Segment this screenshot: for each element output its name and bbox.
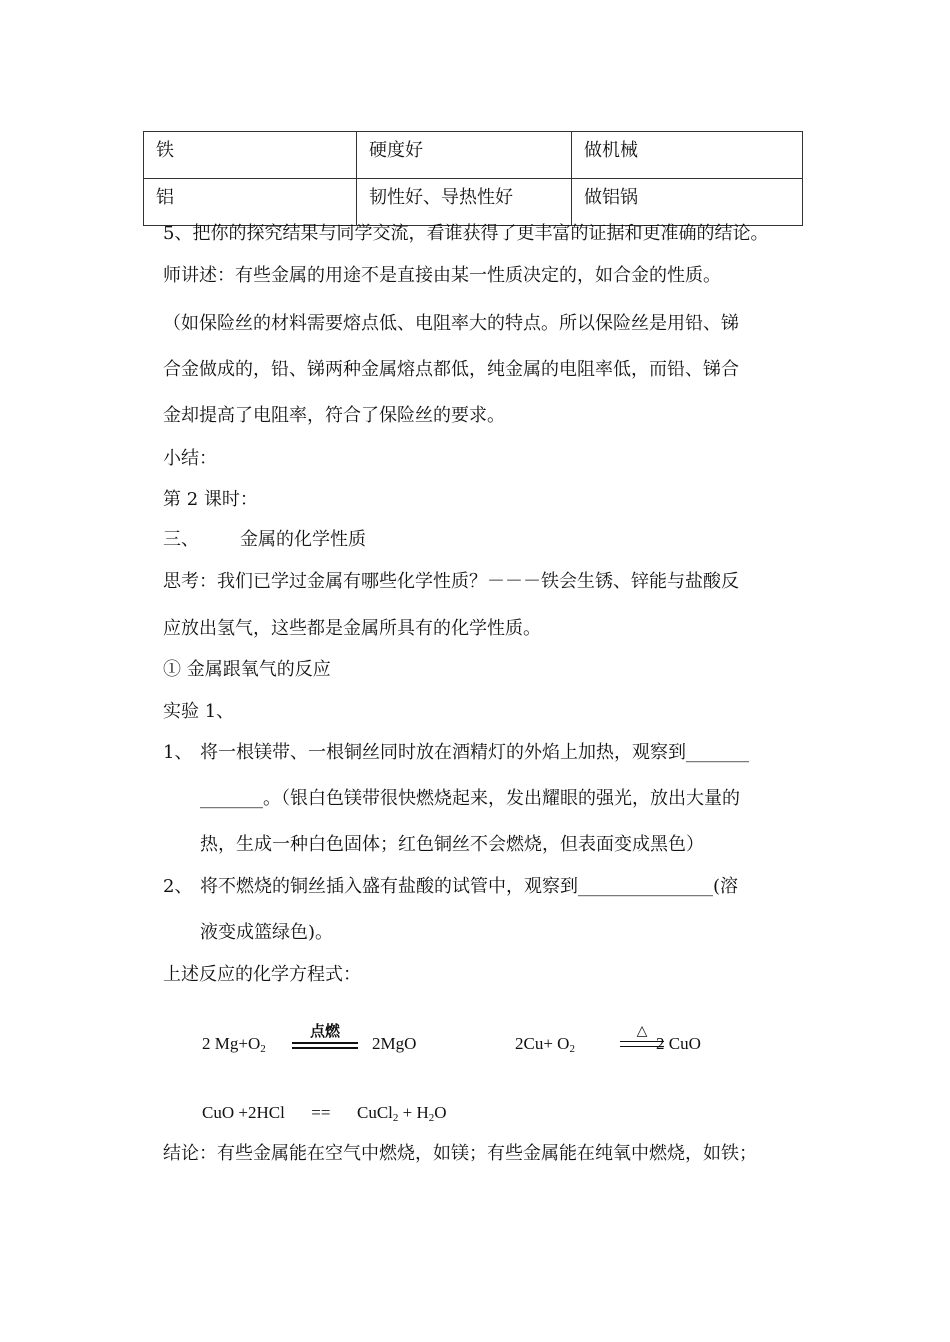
paragraph-line: 5、把你的探究结果与同学交流，看谁获得了更丰富的证据和更准确的结论。 — [163, 223, 769, 244]
equation-cuo-hcl — [202, 1101, 447, 1130]
equals-bar — [292, 1042, 358, 1044]
paragraph-line: 液变成篮绿色)。 — [200, 922, 334, 943]
equation-subscript: 2 — [392, 1112, 399, 1124]
list-number: 2、 — [163, 876, 193, 897]
table-cell: 做铝锅 — [572, 179, 803, 226]
equation-subscript: 2 — [260, 1043, 266, 1055]
reaction-condition — [292, 1023, 358, 1049]
list-number: 1、 — [163, 742, 193, 763]
subheading: ① 金属跟氧气的反应 — [163, 659, 331, 680]
paragraph-line: （如保险丝的材料需要熔点低、电阻率大的特点。所以保险丝是用铅、锑 — [163, 313, 739, 334]
condition-label: 点燃 — [309, 1022, 340, 1040]
paragraph-line: 应放出氢气，这些都是金属所具有的化学性质。 — [163, 618, 541, 639]
paragraph-line: 结论：有些金属能在空气中燃烧，如镁；有些金属能在纯氧中燃烧，如铁； — [163, 1143, 757, 1164]
table-cell: 硬度好 — [357, 132, 572, 179]
metal-properties-table — [143, 131, 803, 226]
table-row — [144, 179, 803, 226]
table-cell: 铝 — [144, 179, 357, 226]
equation-subscript: 2 — [569, 1043, 575, 1055]
paragraph-line: 热，生成一种白色固体；红色铜丝不会燃烧，但表面变成黑色） — [200, 834, 704, 855]
equation-operator: == — [311, 1103, 331, 1122]
table-cell: 铁 — [144, 132, 357, 179]
equals-bar — [292, 1047, 358, 1049]
paragraph-line: _______。（银白色镁带很快燃烧起来，发出耀眼的强光，放出大量的 — [200, 788, 740, 809]
table-cell: 做机械 — [572, 132, 803, 179]
equation-text: 2MgO — [372, 1034, 417, 1053]
equation-text: 2Cu+ O — [515, 1034, 570, 1053]
equation-mg — [202, 1032, 266, 1061]
list-item: 将不燃烧的铜丝插入盛有盐酸的试管中，观察到_______________(溶 — [200, 876, 739, 897]
equation-cu — [515, 1032, 575, 1061]
paragraph-line: 第 2 课时： — [163, 489, 258, 510]
list-item: 将一根镁带、一根铜丝同时放在酒精灯的外焰上加热，观察到_______ — [200, 742, 749, 763]
paragraph-line: 合金做成的，铅、锑两种金属熔点都低，纯金属的电阻率低，而铅、锑合 — [163, 359, 739, 380]
paragraph-line: 师讲述：有些金属的用途不是直接由某一性质决定的，如合金的性质。 — [163, 265, 721, 286]
equation-text: + H — [398, 1103, 429, 1122]
paragraph-line: 实验 1、 — [163, 701, 235, 722]
paragraph-line: 金却提高了电阻率，符合了保险丝的要求。 — [163, 405, 505, 426]
table-row — [144, 132, 803, 179]
equation-text: 2 CuO — [656, 1034, 701, 1053]
section-heading: 金属的化学性质 — [240, 529, 366, 550]
equation-text: CuO +2HCl — [202, 1103, 285, 1122]
equation-subscript: 2 — [428, 1112, 435, 1124]
section-number: 三、 — [163, 529, 199, 550]
equation-text: O — [434, 1103, 447, 1122]
paragraph-line: 小结： — [163, 448, 217, 469]
heat-symbol: △ — [636, 1023, 648, 1039]
equation-text: CuCl — [356, 1103, 393, 1122]
paragraph-line: 上述反应的化学方程式： — [163, 964, 361, 985]
table-cell: 韧性好、导热性好 — [357, 179, 572, 226]
paragraph-line: 思考：我们已学过金属有哪些化学性质？－－－铁会生锈、锌能与盐酸反 — [163, 571, 739, 592]
equation-text: 2 Mg+O — [202, 1034, 261, 1053]
